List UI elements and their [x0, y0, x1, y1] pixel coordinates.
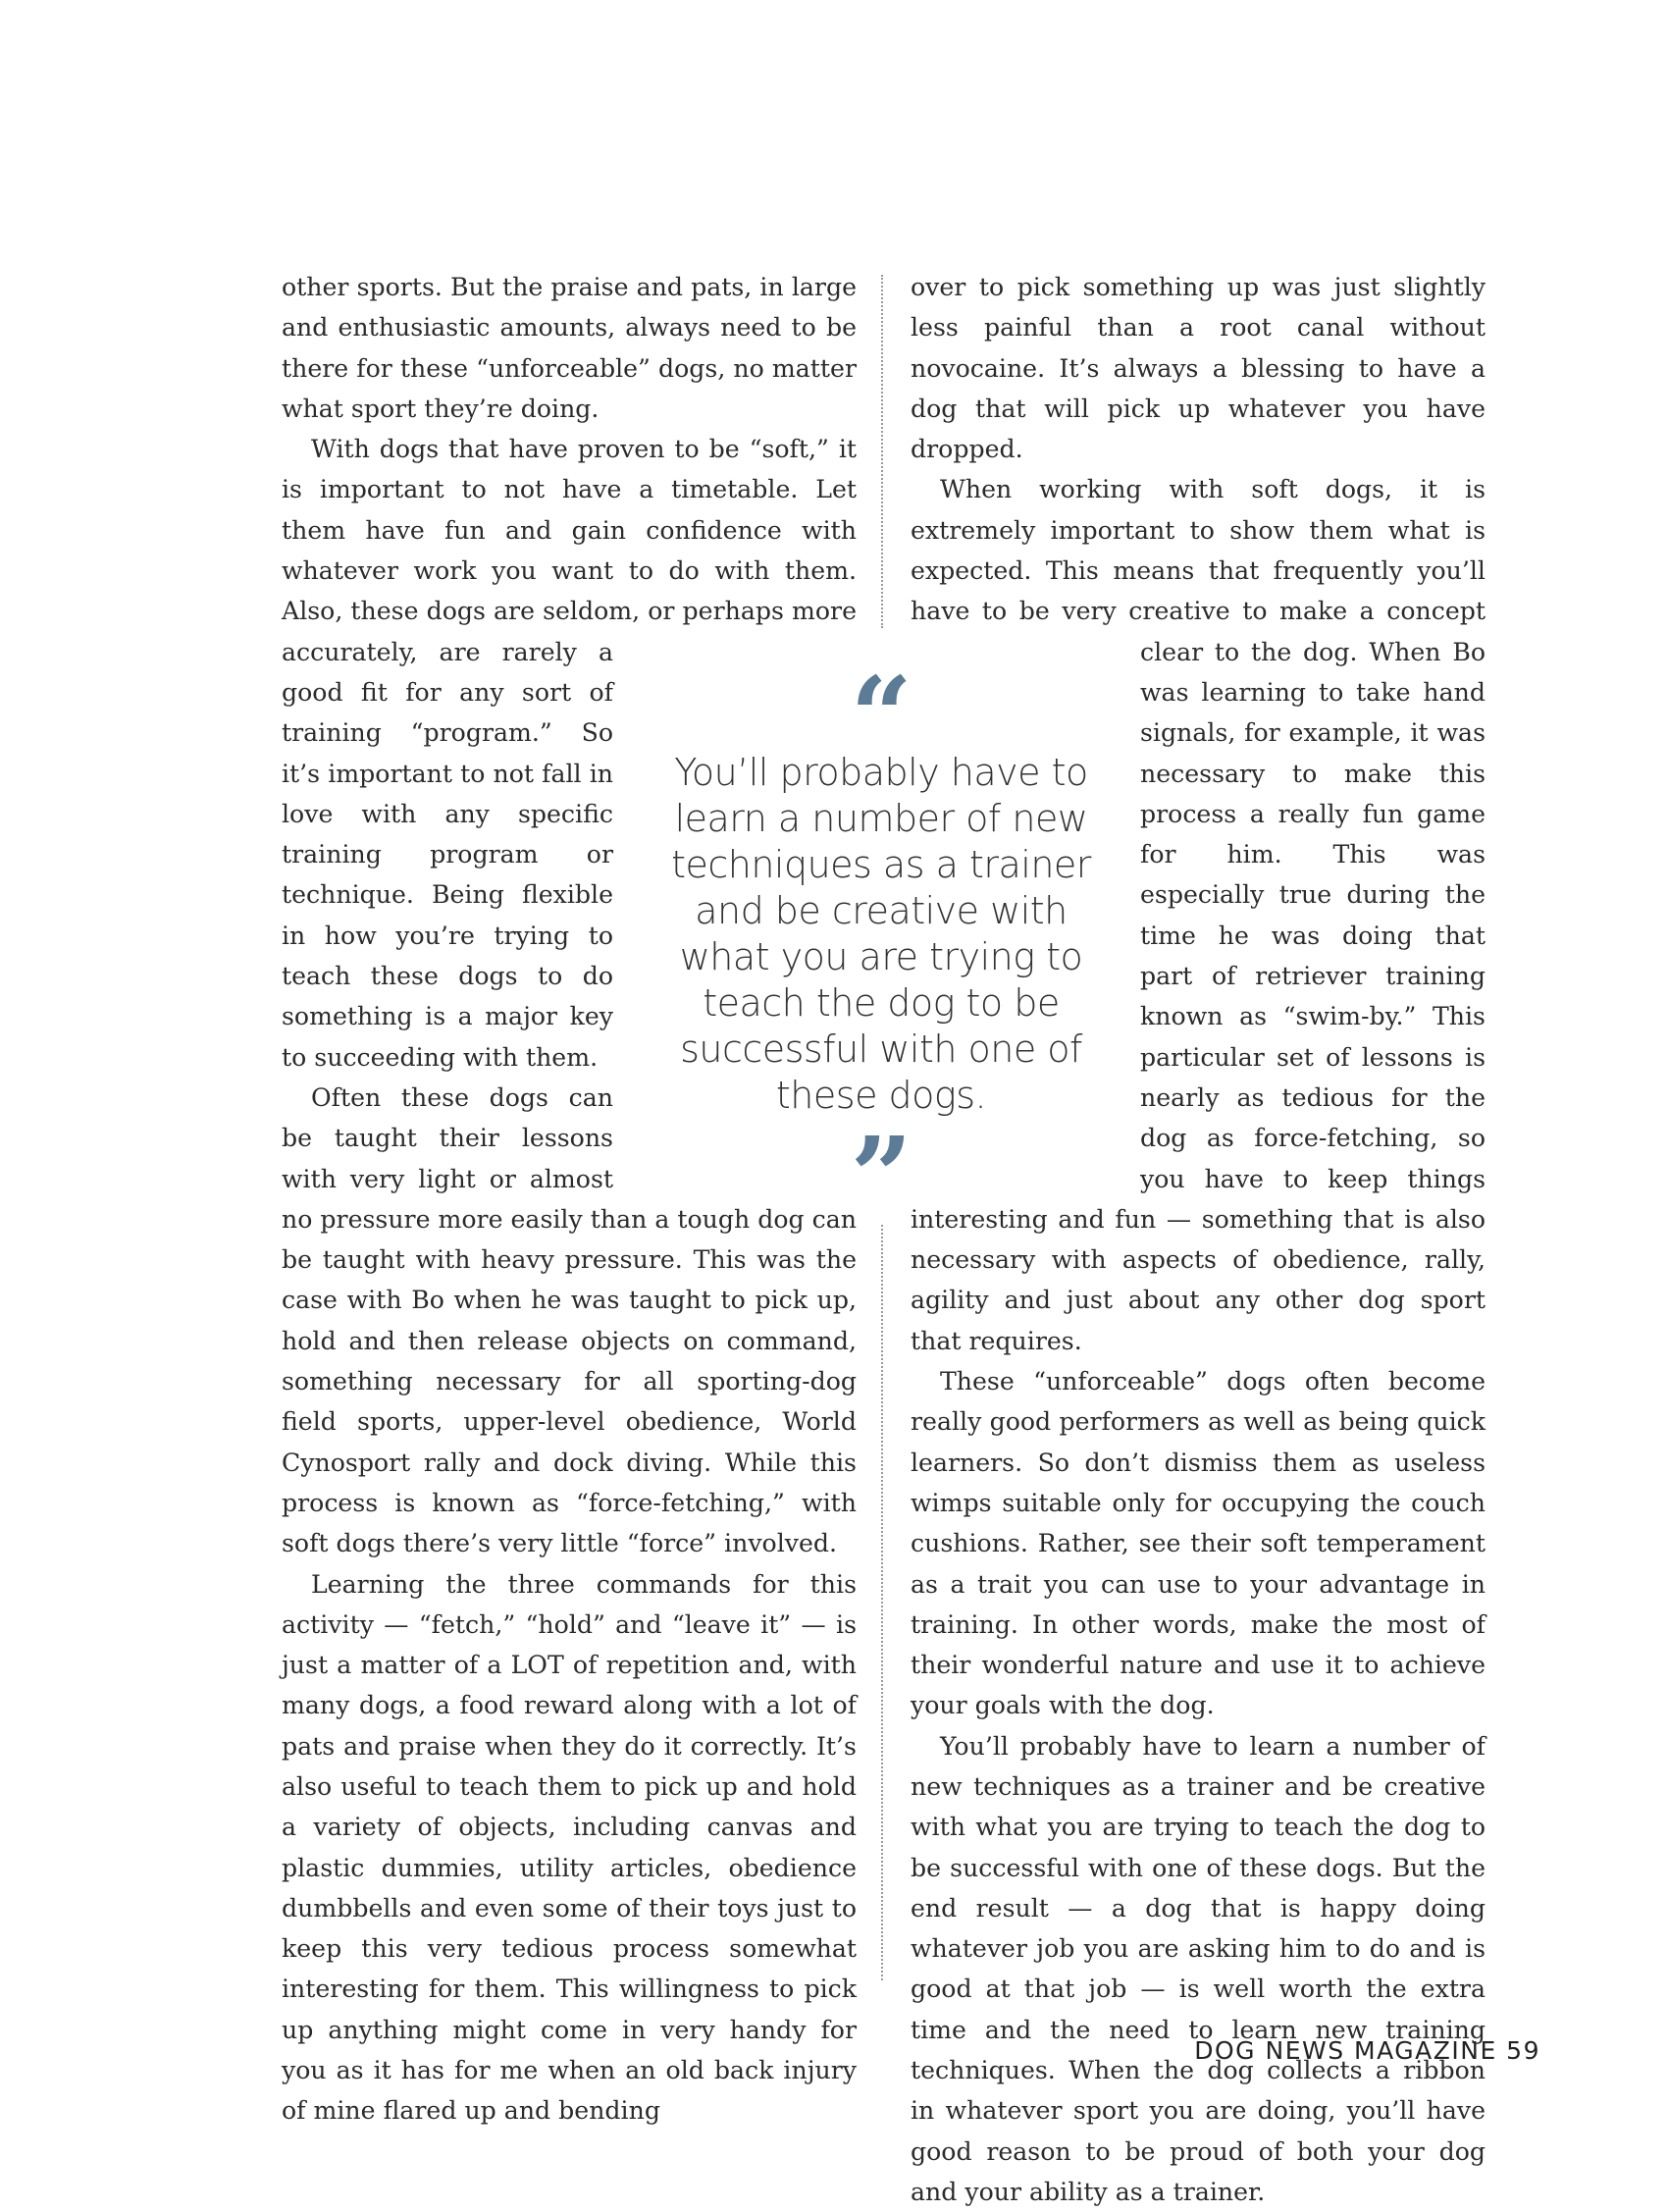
- left-paragraph-1: other sports. But the praise and pats, in large and enthusiastic amounts, always need to be there for these “unforceable” dogs, no matter what sport they’re doing.: [282, 273, 857, 423]
- left-paragraph-4: Learning the three commands for this activity — “fetch,” “hold” and “leave it” — is just a matter of a LOT of repetition and, with many dogs, a food reward along with a lot of pats and praise when they do it correctly. It’s also useful to teach them to pick up and hold a variety of objects, including canvas and plastic dummies, utility articles, obedience dumbbells and even some of their toys just to keep this very tedious process somewhat interesting for them. This willingness to pick up anything might come in very handy for you as it has for me when an old back injury of mine flared up and bending: [282, 1569, 857, 2126]
- right-paragraph-4: You’ll probably have to learn a number of new techniques as a trainer and be creative with what you are trying to teach the dog to be successful with one of these dogs. But the end result — a dog that is happy doing whatever job you are asking him to do and is good at that job — is well worth the extra time and the need to learn new training techniques. When the dog collects a ribbon in whatever sport you are doing, you’ll have good reason to be proud of both your dog and your ability as a trainer.: [911, 1731, 1486, 2206]
- right-paragraph-1: over to pick something up was just slightly less painful than a root canal without novocaine. It’s always a blessing to have a dog that will pick up whatever you have dropped.: [911, 273, 1486, 464]
- close-quote-icon: ”: [850, 1113, 912, 1239]
- open-quote-icon: “: [850, 653, 912, 779]
- article-column-left: [282, 267, 857, 2132]
- pull-quote-text: You’ll probably have to learn a number of new techniques as a trainer and be creative with what you are trying to teach the dog to be successful with one of these dogs.: [671, 751, 1091, 1117]
- pull-quote: [659, 653, 1103, 1239]
- right-paragraph-2: When working with soft dogs, it is extremely important to show them what is expected. This means that frequently you’ll have to be very creative to make a concept clear to the dog. When Bo was learning to take hand signals, for example, it was necessary to make this process a really fun game for him. This was especially true during the time he was doing that part of retriever training known as “swim-by.” This particular set of lessons is nearly as tedious for the dog as force-fetching, so you have to keep things interesting and fun — something that is also necessary with aspects of obedience, rally, agility and just about any other dog sport that requires.: [911, 475, 1486, 1355]
- article-column-right: [911, 267, 1486, 2212]
- page-footer: DOG NEWS MAGAZINE 59: [1194, 2036, 1540, 2065]
- left-paragraph-2: With dogs that have proven to be “soft,” it is important to not have a timetable. Let them have fun and gain confidence with whatever work you want to do with them. Also, these dogs are seldom, or perhaps more accurately, are rarely a good fit for any sort of training “program.” So it’s important to not fall in love with any specific training program or technique. Being flexible in how you’re trying to teach these dogs to do something is a major key to succeeding with them.: [282, 435, 857, 1072]
- column-divider-bottom: [881, 1225, 883, 1980]
- right-paragraph-3: These “unforceable” dogs often become really good performers as well as being quick learners. So don’t dismiss them as useless wimps suitable only for occupying the couch cushions. Rather, see their soft temperament as a trait you can use to your advantage in training. In other words, make the most of their wonderful nature and use it to achieve your goals with the dog.: [911, 1367, 1486, 1720]
- column-divider-top: [881, 275, 883, 628]
- left-paragraph-3: Often these dogs can be taught their lessons with very light or almost no pressure more easily than a tough dog can be taught with heavy pressure. This was the case with Bo when he was taught to pick up, hold and then release objects on command, something necessary for all sporting-dog field sports, upper-level obedience, World Cynosport rally and dock diving. While this process is known as “force-fetching,” with soft dogs there’s very little “force” involved.: [282, 1082, 857, 1558]
